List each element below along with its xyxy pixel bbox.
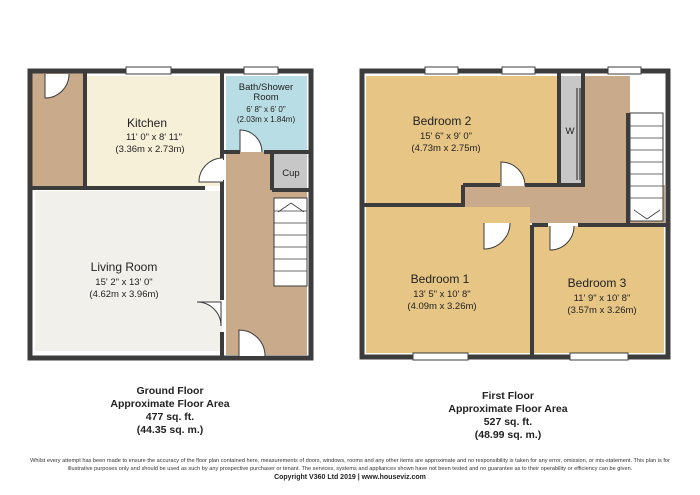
bedroom3-dim-metric: (3.57m x 3.26m) bbox=[567, 305, 637, 316]
disclaimer-line2: illustrative purposes only and should be used as such by any prospective purchaser or tenant. The services, systems and appliances shown have not been tested and no guarantee as to their operability or efficiency can be given. bbox=[67, 466, 633, 472]
bedroom1-dim-imperial: 13' 5" x 10' 8" bbox=[413, 289, 471, 300]
living-dim-imperial: 15' 2" x 13' 0" bbox=[95, 277, 153, 288]
wardrobe-name: W bbox=[565, 126, 575, 137]
first-stairs bbox=[630, 113, 663, 221]
ground-floor-title: Ground Floor bbox=[136, 385, 204, 397]
bedroom1-dim-metric: (4.09m x 3.26m) bbox=[407, 301, 477, 312]
disclaimer-line1: Whilst every attempt has been made to ensure the accuracy of the floor plan contained here, measurements of doors, windows, rooms and any other items are approximate and no responsibility is taken for any error, omission, or mis-statement. This plan is for bbox=[30, 458, 670, 464]
bath-name-line2: Room bbox=[253, 92, 279, 103]
bedroom3-dim-imperial: 11' 9" x 10' 8" bbox=[573, 293, 631, 304]
bath-dim-imperial: 6' 8" x 6' 0" bbox=[246, 105, 286, 114]
bedroom1-name: Bedroom 1 bbox=[410, 272, 470, 286]
bath-dim-metric: (2.03m x 1.84m) bbox=[236, 115, 296, 124]
living-name: Living Room bbox=[90, 260, 158, 274]
ground-floor-area-label: Approximate Floor Area bbox=[110, 398, 230, 410]
disclaimer bbox=[6, 457, 694, 473]
first-floor-title: First Floor bbox=[482, 390, 534, 402]
first-floor-area-label: Approximate Floor Area bbox=[448, 403, 568, 415]
cupboard-name: Cup bbox=[282, 168, 300, 179]
kitchen-dim-metric: (3.36m x 2.73m) bbox=[115, 144, 185, 155]
bedroom2-dim-imperial: 15' 6" x 9' 0" bbox=[419, 131, 473, 142]
kitchen-room bbox=[85, 76, 222, 186]
first-floor-area-sqft: 527 sq. ft. bbox=[483, 416, 533, 428]
bedroom2-name: Bedroom 2 bbox=[412, 114, 472, 128]
kitchen-window bbox=[126, 67, 171, 74]
ground-floor-area-sqm: (44.35 sq. m.) bbox=[136, 424, 204, 436]
bedroom2-window-right bbox=[502, 67, 535, 74]
bath-name-line1: Bath/Shower bbox=[238, 82, 294, 93]
kitchen-name: Kitchen bbox=[126, 116, 168, 130]
bedroom2-window-left bbox=[425, 67, 458, 74]
copyright: Copyright V360 Ltd 2019 | www.houseviz.com bbox=[274, 474, 426, 481]
bedroom3-name: Bedroom 3 bbox=[567, 276, 627, 290]
landing-window bbox=[608, 67, 641, 74]
ground-floor-area-sqft: 477 sq. ft. bbox=[145, 411, 195, 423]
bedroom1-window bbox=[413, 353, 468, 360]
first-floor-area-sqm: (48.99 sq. m.) bbox=[474, 429, 542, 441]
first-floor-caption bbox=[428, 390, 588, 442]
bath-window bbox=[244, 67, 278, 74]
living-dim-metric: (4.62m x 3.96m) bbox=[89, 289, 159, 300]
ground-floor-plan bbox=[30, 67, 311, 358]
first-floor-plan bbox=[362, 67, 668, 360]
landing-upper bbox=[583, 76, 630, 222]
ground-floor-caption bbox=[90, 385, 250, 437]
bedroom2-dim-metric: (4.73m x 2.75m) bbox=[411, 143, 481, 154]
bedroom3-window bbox=[570, 353, 628, 360]
kitchen-dim-imperial: 11' 0" x 8' 11" bbox=[126, 132, 182, 143]
